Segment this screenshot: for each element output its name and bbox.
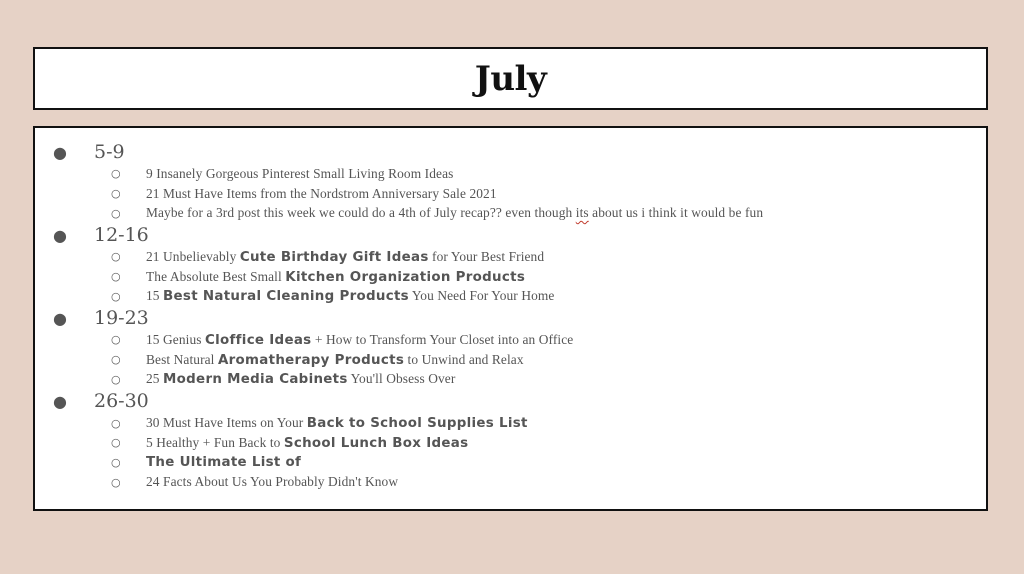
post-title [146, 288, 554, 304]
week-row [35, 223, 986, 247]
post-text-segment: its [575, 205, 589, 221]
hollow-bullet-icon: ○ [111, 455, 121, 469]
post-title [146, 435, 468, 451]
post-text-segment: You'll Obsess Over [347, 371, 456, 387]
week-label: 12-16 [94, 224, 149, 247]
post-item [35, 184, 986, 204]
week-label: 26-30 [94, 390, 149, 413]
post-title [146, 269, 525, 285]
bold-keyword: Kitchen Organization Products [285, 269, 526, 285]
hollow-bullet-icon: ○ [111, 353, 121, 367]
post-title [146, 415, 528, 431]
post-item [35, 203, 986, 223]
hollow-bullet-icon: ○ [111, 250, 121, 264]
post-text-segment: for Your Best Friend [428, 248, 545, 264]
post-text-segment: 21 Unbelievably [146, 248, 240, 264]
post-item [35, 330, 986, 350]
post-text-segment: 9 Insanely Gorgeous Pinterest Small Living Room Ideas [146, 165, 454, 181]
hollow-bullet-icon: ○ [111, 187, 121, 201]
week-row [35, 140, 986, 164]
hollow-bullet-icon: ○ [111, 289, 121, 303]
post-text-segment: The Absolute Best Small [146, 268, 286, 284]
bold-keyword: School Lunch Box Ideas [283, 435, 469, 451]
post-title [146, 454, 301, 470]
hollow-bullet-icon: ○ [111, 333, 121, 347]
post-title [146, 205, 763, 221]
week-row [35, 306, 986, 330]
week-group [35, 389, 986, 492]
title-box [33, 47, 988, 110]
post-item [35, 247, 986, 267]
post-text-segment: 15 [146, 288, 164, 304]
bullet-icon: ● [53, 308, 67, 328]
post-title [146, 186, 497, 202]
bullet-icon: ● [53, 391, 67, 411]
schedule-box [33, 126, 988, 511]
bold-keyword: Back to School Supplies List [306, 416, 528, 432]
week-row [35, 389, 986, 413]
bold-keyword: Modern Media Cabinets [163, 372, 348, 388]
bold-keyword: The Ultimate List of [146, 455, 302, 471]
post-text-segment: to Unwind and Relax [404, 351, 524, 367]
bold-keyword: Cute Birthday Gift Ideas [239, 249, 429, 265]
post-item [35, 350, 986, 370]
post-text-segment: 25 [146, 371, 164, 387]
post-title [146, 249, 544, 265]
post-text-segment: 24 Facts About Us You Probably Didn't Know [146, 474, 399, 490]
post-title [146, 474, 398, 490]
post-text-segment: Best Natural [146, 351, 218, 367]
post-text-segment: 15 Genius [146, 331, 206, 347]
hollow-bullet-icon: ○ [111, 270, 121, 284]
post-title [146, 352, 524, 368]
week-label: 5-9 [94, 141, 125, 163]
post-item [35, 413, 986, 433]
post-item [35, 453, 986, 473]
post-title [146, 332, 573, 348]
post-item [35, 286, 986, 306]
week-group [35, 223, 986, 306]
post-item [35, 433, 986, 453]
post-text-segment: Maybe for a 3rd post this week we could do a 4th of July recap?? even though [146, 205, 576, 221]
week-group [35, 140, 986, 223]
bold-keyword: Aromatherapy Products [217, 352, 405, 368]
bullet-icon: ● [53, 142, 67, 162]
hollow-bullet-icon: ○ [111, 167, 121, 181]
hollow-bullet-icon: ○ [111, 475, 121, 489]
post-item [35, 164, 986, 184]
post-item [35, 472, 986, 492]
post-text-segment: 5 Healthy + Fun Back to [146, 434, 284, 450]
post-title [146, 166, 453, 182]
hollow-bullet-icon: ○ [111, 206, 121, 220]
schedule-list [35, 128, 986, 492]
bullet-icon: ● [53, 225, 67, 245]
page-title: July [474, 58, 547, 99]
post-text-segment: You Need For Your Home [408, 288, 555, 304]
post-title [146, 371, 455, 387]
hollow-bullet-icon: ○ [111, 372, 121, 386]
post-text-segment: 21 Must Have Items from the Nordstrom Anniversary Sale 2021 [146, 185, 497, 201]
post-item [35, 370, 986, 390]
post-text-segment: about us i think it would be fun [588, 205, 764, 221]
post-item [35, 267, 986, 287]
week-group [35, 306, 986, 389]
week-label: 19-23 [94, 307, 149, 330]
post-text-segment: + How to Transform Your Closet into an Office [311, 331, 574, 347]
bold-keyword: Best Natural Cleaning Products [163, 289, 409, 305]
hollow-bullet-icon: ○ [111, 416, 121, 430]
bold-keyword: Cloffice Ideas [205, 332, 312, 348]
post-text-segment: 30 Must Have Items on Your [146, 415, 307, 431]
hollow-bullet-icon: ○ [111, 436, 121, 450]
